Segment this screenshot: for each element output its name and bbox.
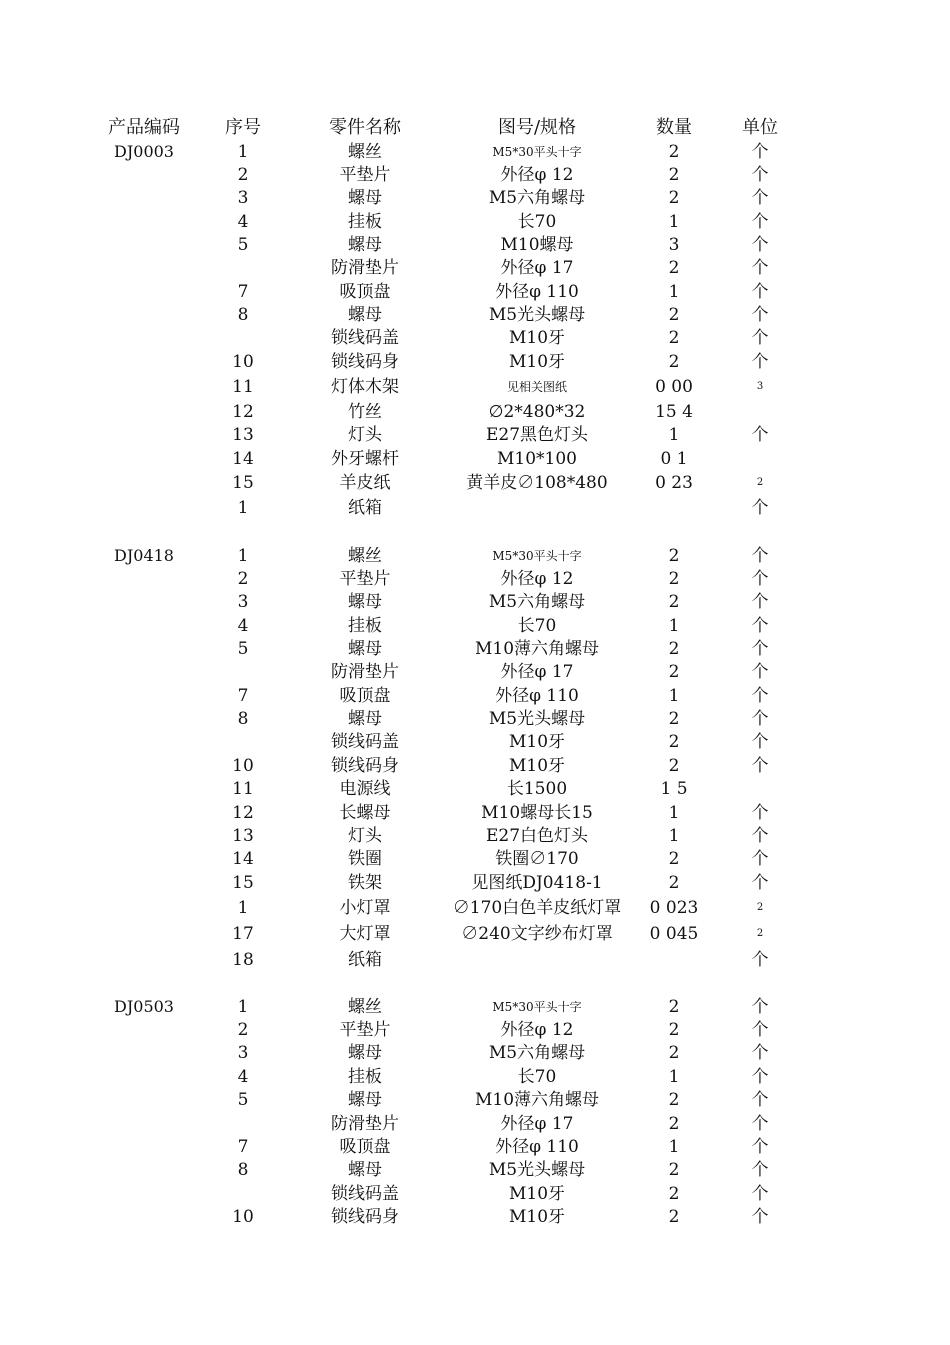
spec-cell: ∅2*480*32 — [488, 402, 586, 422]
part-name-cell: 螺母 — [348, 188, 382, 208]
part-name-cell: 平垫片 — [339, 569, 391, 589]
spec-cell: M10螺母 — [500, 235, 574, 255]
seq-cell: 15 — [232, 873, 254, 893]
part-name-cell: 螺母 — [348, 639, 382, 659]
unit-cell: 个 — [751, 546, 769, 566]
unit-cell: 个 — [751, 849, 769, 869]
part-name-cell: 螺母 — [348, 1160, 382, 1180]
seq-cell: 4 — [237, 1067, 249, 1087]
unit-cell: 2 — [756, 477, 764, 488]
unit-cell: 个 — [751, 803, 769, 823]
seq-cell: 3 — [237, 188, 249, 208]
part-name-cell: 防滑垫片 — [331, 1114, 399, 1134]
unit-cell: 个 — [751, 709, 769, 729]
spec-cell: M10牙 — [508, 328, 566, 348]
seq-cell: 10 — [232, 352, 254, 372]
spec-cell: 外径φ 110 — [495, 686, 579, 706]
seq-cell: 10 — [232, 756, 254, 776]
spec-cell: 见图纸DJ0418-1 — [471, 873, 603, 893]
spec-cell: ∅170白色羊皮纸灯罩 — [452, 898, 622, 918]
spec-cell: M5*30平头十字 — [492, 549, 582, 563]
spec-cell: E27白色灯头 — [485, 826, 589, 846]
seq-cell: 12 — [232, 803, 254, 823]
part-name-cell: 纸箱 — [348, 950, 382, 970]
spec-cell: 长70 — [517, 1067, 557, 1087]
part-name-cell: 吸顶盘 — [339, 1137, 391, 1157]
spec-cell: M10薄六角螺母 — [474, 1090, 600, 1110]
spec-cell: M10牙 — [508, 732, 566, 752]
unit-cell: 个 — [751, 1160, 769, 1180]
qty-cell: 2 — [668, 1160, 680, 1180]
qty-cell: 1 — [668, 616, 680, 636]
qty-cell: 0 23 — [655, 473, 693, 493]
unit-cell: 个 — [751, 1043, 769, 1063]
spec-cell: 黄羊皮∅108*480 — [466, 473, 608, 493]
part-name-cell: 螺丝 — [348, 546, 382, 566]
spec-cell: M10*100 — [497, 449, 577, 469]
seq-cell: 13 — [232, 425, 254, 445]
part-name-cell: 小灯罩 — [339, 898, 391, 918]
spec-cell: M5六角螺母 — [488, 592, 586, 612]
spec-cell: 外径φ 12 — [500, 1020, 574, 1040]
qty-cell: 2 — [668, 662, 680, 682]
qty-cell: 2 — [668, 997, 680, 1017]
seq-cell: 8 — [237, 305, 249, 325]
qty-cell: 1 — [668, 686, 680, 706]
unit-cell: 个 — [751, 1090, 769, 1110]
product-code: DJ0418 — [114, 546, 174, 565]
seq-cell: 18 — [232, 950, 254, 970]
part-name-cell: 电源线 — [339, 779, 391, 799]
qty-cell: 0 023 — [649, 898, 699, 918]
seq-cell: 8 — [237, 709, 249, 729]
qty-cell: 2 — [668, 709, 680, 729]
spec-cell: 外径φ 17 — [500, 258, 574, 278]
seq-cell: 2 — [237, 1020, 249, 1040]
part-name-cell: 吸顶盘 — [339, 686, 391, 706]
qty-cell: 0 00 — [655, 377, 693, 397]
qty-cell: 2 — [668, 756, 680, 776]
qty-cell: 2 — [668, 328, 680, 348]
unit-cell: 个 — [751, 328, 769, 348]
part-name-cell: 平垫片 — [339, 165, 391, 185]
part-name-cell: 螺丝 — [348, 142, 382, 162]
qty-cell: 1 — [668, 803, 680, 823]
spec-cell: M10牙 — [508, 1184, 566, 1204]
seq-cell: 1 — [237, 898, 249, 918]
unit-cell: 个 — [751, 756, 769, 776]
seq-cell: 13 — [232, 826, 254, 846]
part-name-cell: 螺丝 — [348, 997, 382, 1017]
part-name-cell: 锁线码身 — [331, 756, 399, 776]
unit-cell: 个 — [751, 1207, 769, 1227]
unit-cell: 个 — [751, 639, 769, 659]
spec-cell: M5光头螺母 — [488, 1160, 586, 1180]
qty-cell: 2 — [668, 305, 680, 325]
unit-cell: 个 — [751, 305, 769, 325]
seq-cell: 3 — [237, 1043, 249, 1063]
qty-cell: 2 — [668, 873, 680, 893]
seq-cell: 5 — [237, 639, 249, 659]
header-name: 零件名称 — [329, 117, 401, 138]
unit-cell: 个 — [751, 1184, 769, 1204]
seq-cell: 7 — [237, 686, 249, 706]
spec-cell: M5*30平头十字 — [492, 145, 582, 159]
qty-cell: 2 — [668, 188, 680, 208]
qty-cell: 1 — [668, 425, 680, 445]
unit-cell: 个 — [751, 616, 769, 636]
spec-cell: M10薄六角螺母 — [474, 639, 600, 659]
unit-cell: 个 — [751, 142, 769, 162]
spec-cell: 见相关图纸 — [506, 380, 568, 394]
seq-cell: 14 — [232, 849, 254, 869]
unit-cell: 个 — [751, 165, 769, 185]
unit-cell: 2 — [756, 902, 764, 913]
part-name-cell: 防滑垫片 — [331, 258, 399, 278]
seq-cell: 17 — [232, 924, 254, 944]
unit-cell: 2 — [756, 928, 764, 939]
part-name-cell: 挂板 — [348, 212, 382, 232]
unit-cell: 个 — [751, 826, 769, 846]
part-name-cell: 长螺母 — [339, 803, 391, 823]
product-code: DJ0003 — [114, 142, 174, 161]
unit-cell: 个 — [751, 1137, 769, 1157]
spec-cell: M5*30平头十字 — [492, 1000, 582, 1014]
spec-cell: E27黑色灯头 — [485, 425, 589, 445]
unit-cell: 个 — [751, 258, 769, 278]
part-name-cell: 吸顶盘 — [339, 282, 391, 302]
part-name-cell: 灯体木架 — [331, 377, 399, 397]
header-qty: 数量 — [656, 117, 692, 138]
spec-cell: M5六角螺母 — [488, 1043, 586, 1063]
spec-cell: 长70 — [517, 616, 557, 636]
part-name-cell: 铁架 — [348, 873, 382, 893]
seq-cell: 7 — [237, 1137, 249, 1157]
spec-cell: M5光头螺母 — [488, 305, 586, 325]
spec-cell: 长1500 — [506, 779, 568, 799]
qty-cell: 0 1 — [660, 449, 688, 469]
unit-cell: 个 — [751, 686, 769, 706]
unit-cell: 个 — [751, 732, 769, 752]
qty-cell: 2 — [668, 258, 680, 278]
qty-cell: 2 — [668, 1184, 680, 1204]
unit-cell: 个 — [751, 873, 769, 893]
seq-cell: 7 — [237, 282, 249, 302]
unit-cell: 个 — [751, 569, 769, 589]
unit-cell: 个 — [751, 425, 769, 445]
seq-cell: 12 — [232, 402, 254, 422]
spec-cell: 外径φ 12 — [500, 165, 574, 185]
qty-cell: 1 — [668, 826, 680, 846]
seq-cell: 5 — [237, 235, 249, 255]
qty-cell: 1 — [668, 1137, 680, 1157]
part-name-cell: 锁线码盖 — [331, 328, 399, 348]
seq-cell: 11 — [232, 779, 254, 799]
seq-cell: 2 — [237, 165, 249, 185]
qty-cell: 2 — [668, 639, 680, 659]
part-name-cell: 挂板 — [348, 1067, 382, 1087]
spec-cell: M5六角螺母 — [488, 188, 586, 208]
qty-cell: 1 — [668, 1067, 680, 1087]
unit-cell: 个 — [751, 212, 769, 232]
header-spec: 图号/规格 — [497, 117, 577, 138]
seq-cell: 15 — [232, 473, 254, 493]
qty-cell: 2 — [668, 142, 680, 162]
spec-cell: M10牙 — [508, 756, 566, 776]
qty-cell: 3 — [668, 235, 680, 255]
spec-cell: M10螺母长15 — [481, 803, 593, 823]
part-name-cell: 大灯罩 — [339, 924, 391, 944]
qty-cell: 2 — [668, 732, 680, 752]
qty-cell: 2 — [668, 1114, 680, 1134]
spec-cell: M10牙 — [508, 352, 566, 372]
seq-cell: 1 — [237, 546, 249, 566]
unit-cell: 个 — [751, 1067, 769, 1087]
part-name-cell: 灯头 — [348, 425, 382, 445]
unit-cell: 个 — [751, 282, 769, 302]
unit-cell: 个 — [751, 1114, 769, 1134]
qty-cell: 2 — [668, 1207, 680, 1227]
seq-cell: 1 — [237, 997, 249, 1017]
part-name-cell: 挂板 — [348, 616, 382, 636]
qty-cell: 2 — [668, 546, 680, 566]
qty-cell: 2 — [668, 1043, 680, 1063]
part-name-cell: 防滑垫片 — [331, 662, 399, 682]
header-unit: 单位 — [742, 117, 778, 138]
part-name-cell: 铁圈 — [348, 849, 382, 869]
spec-cell: 外径φ 110 — [495, 282, 579, 302]
part-name-cell: 螺母 — [348, 592, 382, 612]
seq-cell: 4 — [237, 616, 249, 636]
seq-cell: 5 — [237, 1090, 249, 1110]
spec-cell: 外径φ 17 — [500, 1114, 574, 1134]
unit-cell: 个 — [751, 662, 769, 682]
part-name-cell: 灯头 — [348, 826, 382, 846]
seq-cell: 2 — [237, 569, 249, 589]
seq-cell: 14 — [232, 449, 254, 469]
spec-cell: 铁圈∅170 — [495, 849, 579, 869]
qty-cell: 2 — [668, 849, 680, 869]
seq-cell: 10 — [232, 1207, 254, 1227]
seq-cell: 4 — [237, 212, 249, 232]
seq-cell: 1 — [237, 498, 249, 518]
unit-cell: 3 — [756, 381, 764, 392]
unit-cell: 个 — [751, 592, 769, 612]
part-name-cell: 锁线码盖 — [331, 732, 399, 752]
part-name-cell: 锁线码盖 — [331, 1184, 399, 1204]
spec-cell: 外径φ 12 — [500, 569, 574, 589]
part-name-cell: 锁线码身 — [331, 1207, 399, 1227]
unit-cell: 个 — [751, 188, 769, 208]
part-name-cell: 螺母 — [348, 1043, 382, 1063]
seq-cell: 11 — [232, 377, 254, 397]
unit-cell: 个 — [751, 498, 769, 518]
qty-cell: 2 — [668, 352, 680, 372]
unit-cell: 个 — [751, 352, 769, 372]
spec-cell: 长70 — [517, 212, 557, 232]
unit-cell: 个 — [751, 1020, 769, 1040]
qty-cell: 0 045 — [649, 924, 699, 944]
qty-cell: 2 — [668, 1020, 680, 1040]
qty-cell: 2 — [668, 1090, 680, 1110]
header-seq: 序号 — [225, 117, 261, 138]
part-name-cell: 螺母 — [348, 305, 382, 325]
qty-cell: 15 4 — [655, 402, 693, 422]
spec-cell: 外径φ 110 — [495, 1137, 579, 1157]
unit-cell: 个 — [751, 997, 769, 1017]
part-name-cell: 平垫片 — [339, 1020, 391, 1040]
qty-cell: 2 — [668, 165, 680, 185]
part-name-cell: 羊皮纸 — [339, 473, 391, 493]
spec-cell: 外径φ 17 — [500, 662, 574, 682]
spec-cell: M10牙 — [508, 1207, 566, 1227]
seq-cell: 1 — [237, 142, 249, 162]
qty-cell: 2 — [668, 592, 680, 612]
part-name-cell: 外牙螺杆 — [331, 449, 399, 469]
unit-cell: 个 — [751, 235, 769, 255]
qty-cell: 2 — [668, 569, 680, 589]
qty-cell: 1 — [668, 212, 680, 232]
qty-cell: 1 — [668, 282, 680, 302]
spec-cell: M5光头螺母 — [488, 709, 586, 729]
part-name-cell: 锁线码身 — [331, 352, 399, 372]
part-name-cell: 竹丝 — [348, 402, 382, 422]
seq-cell: 3 — [237, 592, 249, 612]
part-name-cell: 螺母 — [348, 1090, 382, 1110]
part-name-cell: 螺母 — [348, 709, 382, 729]
spec-cell: ∅240文字纱布灯罩 — [461, 924, 613, 944]
unit-cell: 个 — [751, 950, 769, 970]
part-name-cell: 纸箱 — [348, 498, 382, 518]
header-code: 产品编码 — [108, 117, 180, 138]
seq-cell: 8 — [237, 1160, 249, 1180]
part-name-cell: 螺母 — [348, 235, 382, 255]
qty-cell: 1 5 — [660, 779, 688, 799]
product-code: DJ0503 — [114, 997, 174, 1016]
